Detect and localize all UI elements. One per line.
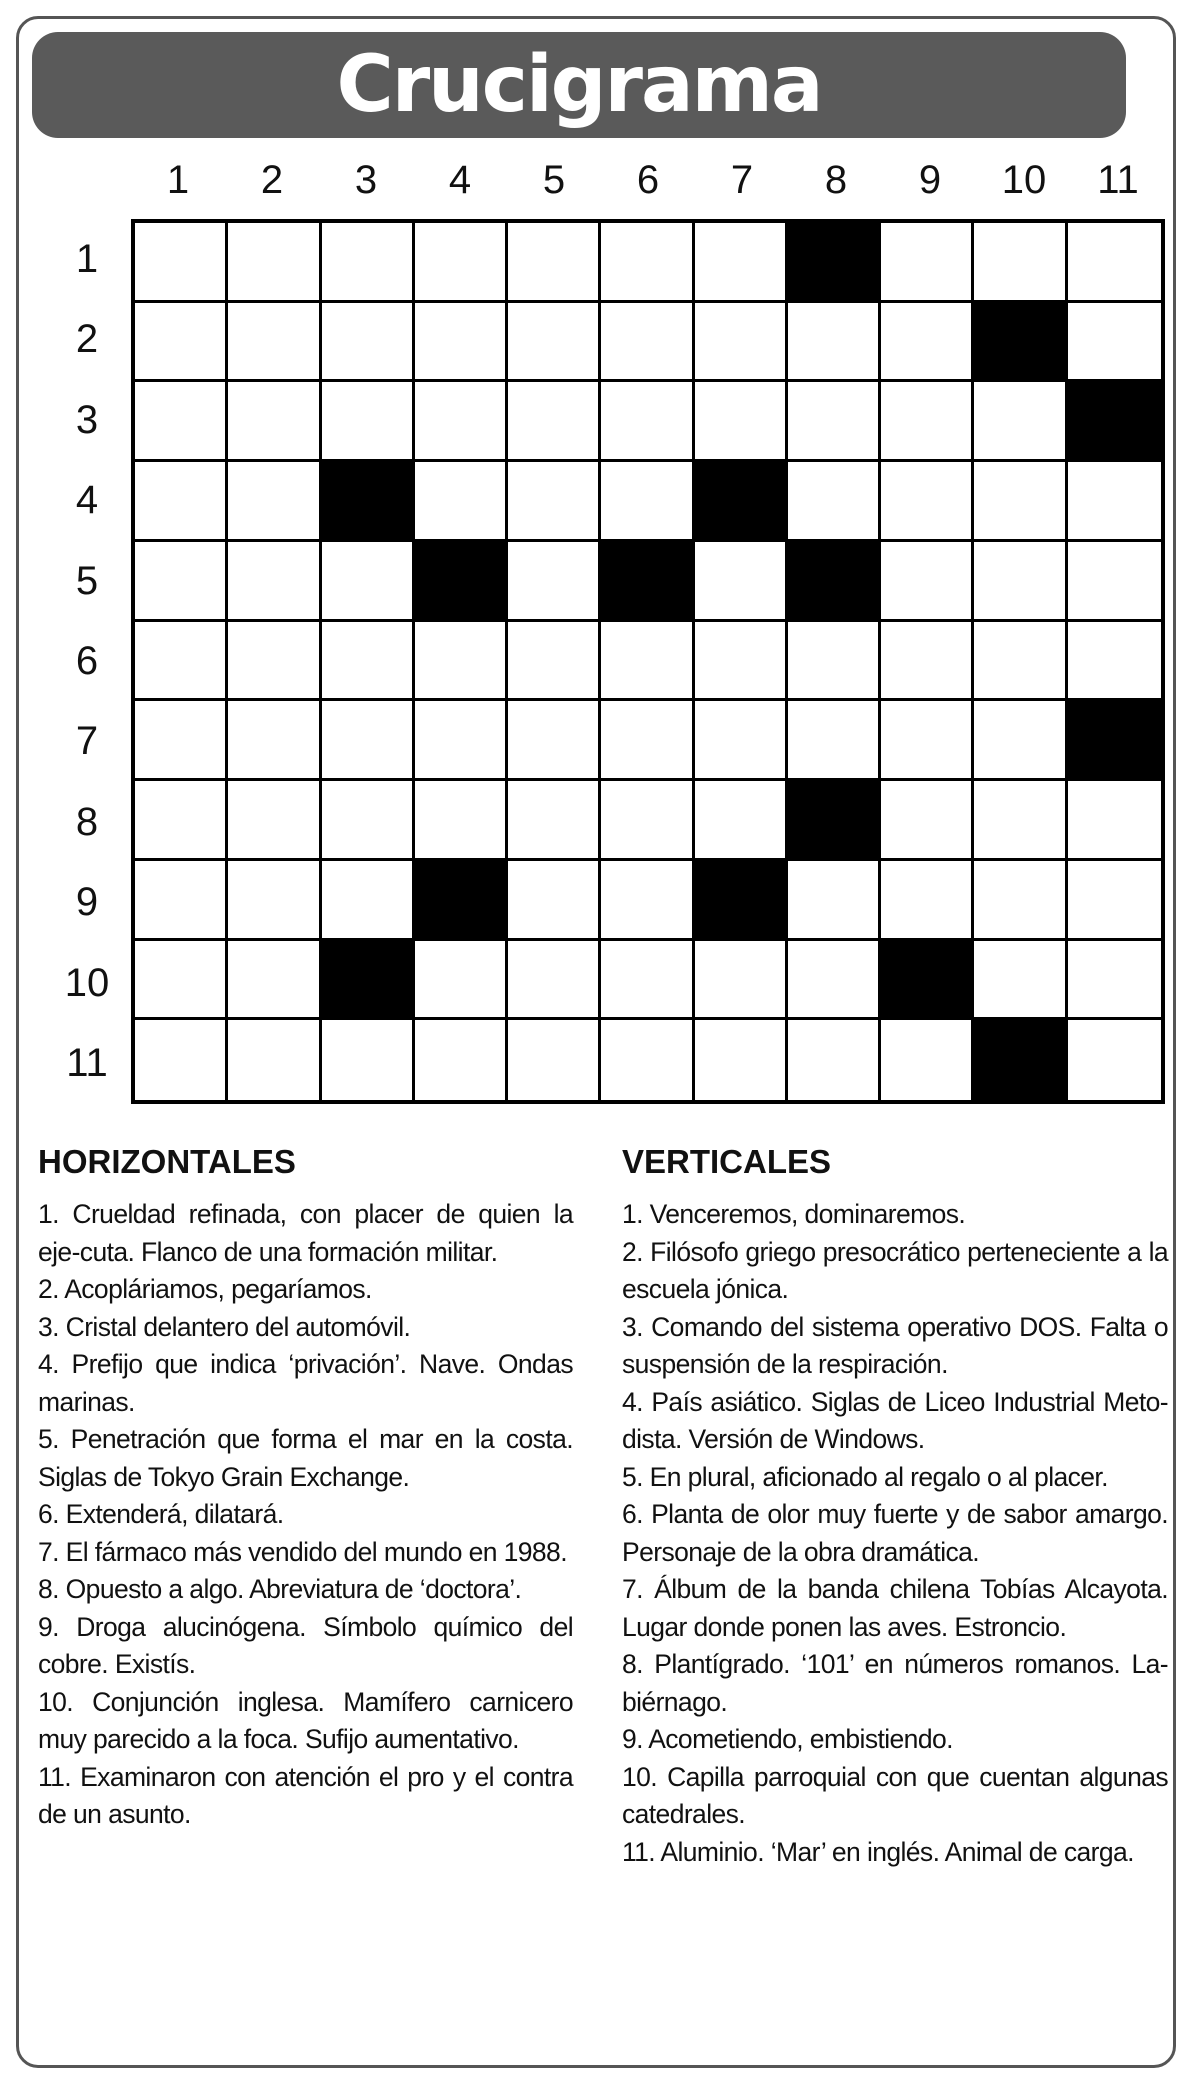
- column-number: 9: [918, 158, 942, 202]
- black-cell: [695, 861, 788, 941]
- grid-cell[interactable]: [881, 622, 974, 702]
- grid-cell[interactable]: [881, 701, 974, 781]
- grid-cell[interactable]: [508, 223, 601, 303]
- horizontales-clue: 3. Cristal delantero del automóvil.: [38, 1311, 411, 1342]
- grid-cell[interactable]: [881, 303, 974, 383]
- column-number: 1: [166, 158, 190, 202]
- verticales-clue: 10. Capilla parroquial con que cuentan algunas catedrales.: [622, 1761, 1168, 1829]
- verticales-clue: 6. Planta de olor muy fuerte y de sabor amargo. Personaje de la obra dramática.: [622, 1499, 1168, 1567]
- grid-cell[interactable]: [788, 701, 881, 781]
- column-number: 10: [1001, 158, 1047, 202]
- grid-cell[interactable]: [601, 462, 694, 542]
- page-title: Crucigrama: [336, 40, 822, 130]
- grid-cell[interactable]: [135, 462, 228, 542]
- grid-cell[interactable]: [135, 861, 228, 941]
- verticales-clue: 8. Plantígrado. ‘101’ en números romanos. La-biérnago.: [622, 1649, 1168, 1717]
- grid-cell[interactable]: [695, 223, 788, 303]
- grid-cell[interactable]: [322, 1020, 415, 1100]
- grid-cell[interactable]: [1068, 861, 1161, 941]
- grid-cell[interactable]: [1068, 462, 1161, 542]
- horizontales-clue: 2. Acopláriamos, pegaríamos.: [38, 1274, 372, 1304]
- verticales-section: [622, 1140, 1168, 1871]
- horizontales-clue: 4. Prefijo que indica ‘privación’. Nave. Ondas marinas.: [38, 1349, 573, 1417]
- grid-cell[interactable]: [322, 382, 415, 462]
- row-number: 7: [75, 719, 99, 764]
- grid-cell[interactable]: [415, 941, 508, 1021]
- verticales-clue: 2. Filósofo griego presocrático perteneciente a la escuela jónica.: [622, 1236, 1168, 1304]
- black-cell: [695, 462, 788, 542]
- grid-cell[interactable]: [974, 781, 1067, 861]
- grid-cell[interactable]: [974, 701, 1067, 781]
- grid-cell[interactable]: [135, 382, 228, 462]
- grid-cell[interactable]: [601, 861, 694, 941]
- row-number: 10: [64, 960, 110, 1005]
- horizontales-clue: 8. Opuesto a algo. Abreviatura de ‘doctora’.: [38, 1574, 522, 1604]
- grid-cell[interactable]: [508, 382, 601, 462]
- grid-cell[interactable]: [788, 941, 881, 1021]
- black-cell: [322, 941, 415, 1021]
- black-cell: [1068, 382, 1161, 462]
- grid-cell[interactable]: [695, 941, 788, 1021]
- grid-cell[interactable]: [601, 223, 694, 303]
- grid-cell[interactable]: [1068, 941, 1161, 1021]
- grid-cell[interactable]: [415, 622, 508, 702]
- grid-cell[interactable]: [508, 622, 601, 702]
- grid-cell[interactable]: [135, 1020, 228, 1100]
- grid-cell[interactable]: [881, 462, 974, 542]
- horizontales-clue: 5. Penetración que forma el mar en la costa. Siglas de Tokyo Grain Exchange.: [38, 1424, 573, 1492]
- grid-cell[interactable]: [228, 462, 321, 542]
- grid-cell[interactable]: [415, 462, 508, 542]
- verticales-clue: 9. Acometiendo, embistiendo.: [622, 1724, 953, 1754]
- horizontales-clue: 7. El fármaco más vendido del mundo en 1988.: [38, 1536, 567, 1567]
- row-numbers: [44, 219, 130, 1104]
- black-cell: [322, 462, 415, 542]
- grid-cell[interactable]: [228, 382, 321, 462]
- grid-cell[interactable]: [974, 223, 1067, 303]
- column-number: 5: [542, 158, 566, 202]
- grid-cell[interactable]: [881, 861, 974, 941]
- black-cell: [974, 303, 1067, 383]
- grid-cell[interactable]: [974, 941, 1067, 1021]
- row-number: 8: [75, 799, 99, 844]
- grid-cell[interactable]: [601, 303, 694, 383]
- grid-cell[interactable]: [788, 622, 881, 702]
- grid-cell[interactable]: [1068, 622, 1161, 702]
- black-cell: [415, 542, 508, 622]
- grid-cell[interactable]: [1068, 303, 1161, 383]
- grid-cell[interactable]: [228, 542, 321, 622]
- grid-cell[interactable]: [415, 781, 508, 861]
- grid-cell[interactable]: [228, 781, 321, 861]
- grid-cell[interactable]: [788, 382, 881, 462]
- horizontales-section: [38, 1140, 573, 1834]
- grid-cell[interactable]: [135, 622, 228, 702]
- horizontales-clue: 1. Crueldad refinada, con placer de quien la eje-cuta. Flanco de una formación militar.: [38, 1199, 573, 1267]
- grid-cell[interactable]: [415, 223, 508, 303]
- black-cell: [881, 941, 974, 1021]
- grid-cell[interactable]: [1068, 223, 1161, 303]
- grid-cell[interactable]: [508, 303, 601, 383]
- verticales-clue: 1. Venceremos, dominaremos.: [622, 1199, 966, 1229]
- black-cell: [415, 861, 508, 941]
- horizontales-clue: 10. Conjunción inglesa. Mamífero carnicero muy parecido a la foca. Sufijo aumentativo.: [38, 1686, 573, 1754]
- grid-cell[interactable]: [135, 941, 228, 1021]
- black-cell: [1068, 701, 1161, 781]
- black-cell: [974, 1020, 1067, 1100]
- grid-cell[interactable]: [508, 1020, 601, 1100]
- grid-cell[interactable]: [695, 542, 788, 622]
- grid-cell[interactable]: [788, 303, 881, 383]
- verticales-clue: 3. Comando del sistema operativo DOS. Falta o suspensión de la respiración.: [622, 1311, 1168, 1379]
- column-number: 3: [354, 158, 378, 202]
- grid-cell[interactable]: [508, 861, 601, 941]
- title-bar: [32, 32, 1126, 138]
- grid-cell[interactable]: [228, 223, 321, 303]
- grid-cell[interactable]: [135, 303, 228, 383]
- grid-cell[interactable]: [322, 781, 415, 861]
- column-number: 7: [730, 158, 754, 202]
- horizontales-clue: 11. Examinaron con atención el pro y el contra de un asunto.: [38, 1761, 573, 1829]
- grid-cell[interactable]: [1068, 781, 1161, 861]
- grid-cell[interactable]: [322, 223, 415, 303]
- column-number: 4: [448, 158, 472, 202]
- grid-cell[interactable]: [508, 542, 601, 622]
- grid-cell[interactable]: [881, 781, 974, 861]
- black-cell: [788, 542, 881, 622]
- crossword-grid: [131, 219, 1165, 1104]
- verticales-clue: 5. En plural, aficionado al regalo o al placer.: [622, 1461, 1108, 1492]
- grid-cell[interactable]: [322, 542, 415, 622]
- row-number: 9: [75, 880, 99, 925]
- grid-cell[interactable]: [601, 941, 694, 1021]
- grid-cell[interactable]: [788, 462, 881, 542]
- grid-cell[interactable]: [695, 701, 788, 781]
- grid-cell[interactable]: [601, 1020, 694, 1100]
- grid-cell[interactable]: [974, 542, 1067, 622]
- column-number: 8: [824, 158, 848, 202]
- grid-cell[interactable]: [228, 622, 321, 702]
- grid-cell[interactable]: [322, 303, 415, 383]
- row-number: 3: [75, 397, 99, 442]
- grid-cell[interactable]: [135, 542, 228, 622]
- grid-cell[interactable]: [415, 1020, 508, 1100]
- grid-cell[interactable]: [228, 941, 321, 1021]
- grid-cell[interactable]: [228, 1020, 321, 1100]
- horizontales-clue: 6. Extenderá, dilatará.: [38, 1499, 284, 1529]
- grid-cell[interactable]: [1068, 1020, 1161, 1100]
- horizontales-clue: 9. Droga alucinógena. Símbolo químico del cobre. Existís.: [38, 1611, 573, 1679]
- grid-cell[interactable]: [322, 861, 415, 941]
- grid-cell[interactable]: [601, 781, 694, 861]
- grid-cell[interactable]: [135, 701, 228, 781]
- grid-cell[interactable]: [135, 781, 228, 861]
- grid-cell[interactable]: [695, 382, 788, 462]
- row-number: 6: [75, 638, 99, 683]
- grid-cell[interactable]: [322, 701, 415, 781]
- verticales-heading: VERTICALES: [622, 1143, 832, 1180]
- grid-cell[interactable]: [881, 1020, 974, 1100]
- row-number: 11: [66, 1041, 108, 1086]
- grid-cell[interactable]: [508, 781, 601, 861]
- column-number: 2: [260, 158, 284, 202]
- grid-cell[interactable]: [881, 382, 974, 462]
- grid-cell[interactable]: [228, 861, 321, 941]
- grid-cell[interactable]: [415, 303, 508, 383]
- grid-cell[interactable]: [1068, 542, 1161, 622]
- verticales-clue: 7. Álbum de la banda chilena Tobías Alcayota. Lugar donde ponen las aves. Estroncio.: [622, 1574, 1168, 1642]
- grid-cell[interactable]: [508, 462, 601, 542]
- grid-cell[interactable]: [695, 1020, 788, 1100]
- grid-cell[interactable]: [974, 861, 1067, 941]
- row-number: 2: [75, 317, 99, 362]
- grid-cell[interactable]: [228, 701, 321, 781]
- black-cell: [788, 223, 881, 303]
- grid-cell[interactable]: [601, 382, 694, 462]
- column-numbers: [131, 152, 1165, 208]
- grid-cell[interactable]: [974, 382, 1067, 462]
- grid-cell[interactable]: [601, 701, 694, 781]
- horizontales-list: [38, 1196, 573, 1834]
- grid-cell[interactable]: [881, 542, 974, 622]
- horizontales-heading: HORIZONTALES: [38, 1143, 296, 1180]
- grid-cell[interactable]: [508, 941, 601, 1021]
- grid-cell[interactable]: [135, 223, 228, 303]
- column-number: 11: [1097, 158, 1139, 202]
- grid-cell[interactable]: [788, 861, 881, 941]
- verticales-clue: 4. País asiático. Siglas de Liceo Industrial Meto-dista. Versión de Windows.: [622, 1386, 1168, 1454]
- row-number: 5: [75, 558, 99, 603]
- column-number: 6: [636, 158, 660, 202]
- row-number: 1: [75, 236, 99, 281]
- grid-cell[interactable]: [695, 303, 788, 383]
- grid-cell[interactable]: [228, 303, 321, 383]
- grid-cell[interactable]: [415, 701, 508, 781]
- grid-cell[interactable]: [974, 622, 1067, 702]
- verticales-list: [622, 1196, 1168, 1871]
- grid-cell[interactable]: [881, 223, 974, 303]
- grid-cell[interactable]: [695, 781, 788, 861]
- black-cell: [788, 781, 881, 861]
- black-cell: [601, 542, 694, 622]
- grid-cell[interactable]: [322, 622, 415, 702]
- grid-cell[interactable]: [508, 701, 601, 781]
- verticales-clue: 11. Aluminio. ‘Mar’ en inglés. Animal de carga.: [622, 1836, 1134, 1867]
- grid-cell[interactable]: [415, 382, 508, 462]
- grid-cell[interactable]: [974, 462, 1067, 542]
- grid-cell[interactable]: [788, 1020, 881, 1100]
- row-number: 4: [75, 478, 99, 523]
- grid-cell[interactable]: [601, 622, 694, 702]
- grid-cell[interactable]: [695, 622, 788, 702]
